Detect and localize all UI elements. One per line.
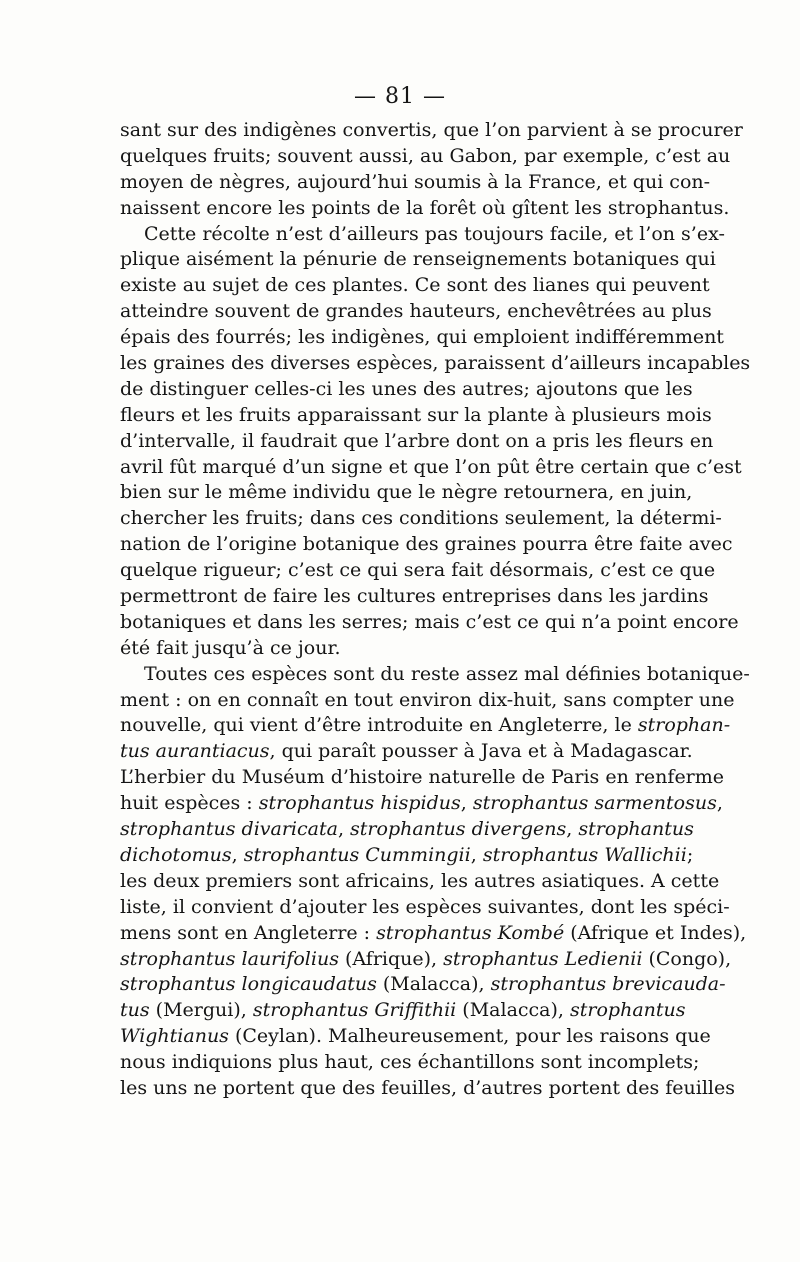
page-number: — 81 — [354, 84, 446, 109]
text-span: (Malacca), [456, 999, 571, 1022]
text-line: permettront de faire les cultures entreprises dans les jardins [120, 585, 709, 608]
text-span: , [231, 843, 244, 866]
text-line [120, 1024, 711, 1050]
text-line: atteindre souvent de grandes hauteurs, enchevêtrées au plus [120, 300, 712, 323]
text-line: plique aisément la pénurie de renseignements botaniques qui [120, 248, 716, 271]
text-span: (Ceylan). Malheureusement, pour les raisons que [228, 1025, 711, 1048]
italic-species-name: strophantus divaricata [120, 818, 338, 841]
italic-species-name: dichotomus [120, 843, 232, 866]
italic-species-name: strophantus laurifolius [120, 947, 339, 970]
italic-species-name: strophantus Kombé [376, 921, 565, 944]
italic-species-name: strophantus sarmentosus [472, 792, 717, 815]
text-span: , [460, 792, 473, 815]
text-line: quelques fruits; souvent aussi, au Gabon, par exemple, c’est au [120, 144, 731, 167]
text-span: mens sont en Angleterre : [120, 921, 377, 944]
text-line: L’herbier du Muséum d’histoire naturelle de Paris en renferme [120, 766, 725, 789]
text-span: , [470, 843, 483, 866]
text-line: naissent encore les points de la forêt où gîtent les strophantus. [120, 196, 730, 219]
text-line [120, 791, 723, 817]
text-line [120, 921, 747, 947]
text-span: huit espèces : [120, 792, 259, 815]
italic-species-name: strophantus [578, 818, 694, 841]
text-line: été fait jusqu’à ce jour. [120, 636, 341, 659]
text-line: liste, il convient d’ajouter les espèces suivantes, dont les spéci- [120, 895, 730, 918]
text-line: nation de l’origine botanique des graines pourra être faite avec [120, 533, 733, 556]
text-line: nous indiquions plus haut, ces échantillons sont incomplets; [120, 1051, 700, 1074]
text-span: (Congo), [642, 947, 732, 970]
italic-species-name: strophantus hispidus [258, 792, 461, 815]
text-line [120, 972, 726, 998]
text-line: botaniques et dans les serres; mais c’est ce qui n’a point encore [120, 610, 739, 633]
text-line: sant sur des indigènes convertis, que l’on parvient à se procurer [120, 119, 743, 141]
text-span: , [337, 818, 351, 841]
text-line [120, 843, 694, 869]
italic-species-name: strophantus divergens [350, 818, 567, 841]
italic-species-name: strophantus Ledienii [443, 947, 643, 970]
text-line [120, 739, 693, 765]
text-span: (Afrique), [338, 947, 444, 970]
text-span: (Afrique et Indes), [564, 921, 747, 944]
text-span: (Mergui), [149, 999, 253, 1022]
body-text [120, 118, 751, 1102]
italic-species-name: strophantus Griffithii [252, 999, 457, 1022]
text-line [120, 947, 732, 973]
text-span: , [566, 818, 579, 841]
text-span: , [716, 792, 723, 815]
text-line: les uns ne portent que des feuilles, d’autres portent des feuilles [120, 1076, 735, 1099]
text-line: de distinguer celles-ci les unes des autres; ajoutons que les [120, 377, 693, 400]
text-line: ment : on en connaît en tout environ dix-huit, sans compter une [120, 688, 735, 711]
text-line [120, 713, 731, 739]
text-line: chercher les fruits; dans ces conditions seulement, la détermi- [120, 507, 722, 530]
text-line: Cette récolte n’est d’ailleurs pas toujours facile, et l’on s’ex- [144, 222, 725, 245]
text-line: quelque rigueur; c’est ce qui sera fait désormais, c’est ce que [120, 559, 716, 582]
text-span: nouvelle, qui vient d’être introduite en Angleterre, le [120, 714, 638, 737]
italic-species-name: tus [120, 999, 150, 1022]
italic-species-name: strophan- [637, 714, 731, 737]
italic-species-name: strophantus Cummingii [243, 843, 471, 866]
text-line: avril fût marqué d’un signe et que l’on pût être certain que c’est [120, 455, 742, 478]
text-line: épais des fourrés; les indigènes, qui emploient indifféremment [120, 326, 724, 349]
text-line [120, 817, 694, 843]
text-line [120, 998, 686, 1024]
italic-species-name: tus aurantiacus [120, 740, 270, 763]
italic-species-name: strophantus longicaudatus [120, 973, 377, 996]
text-line: les graines des diverses espèces, paraissent d’ailleurs incapables [120, 352, 751, 375]
text-line: fleurs et les fruits apparaissant sur la plante à plusieurs mois [120, 403, 712, 426]
text-line: bien sur le même individu que le nègre retournera, en juin, [120, 481, 693, 504]
text-line: moyen de nègres, aujourd’hui soumis à la France, et qui con- [120, 170, 711, 193]
text-span: ; [686, 843, 694, 866]
italic-species-name: strophantus brevicauda- [490, 973, 726, 996]
italic-species-name: strophantus [570, 999, 686, 1022]
text-span: , qui paraît pousser à Java et à Madagascar. [269, 740, 693, 763]
text-line: d’intervalle, il faudrait que l’arbre dont on a pris les fleurs en [120, 429, 714, 452]
text-line: Toutes ces espèces sont du reste assez mal définies botanique- [144, 662, 750, 685]
text-span: (Malacca), [376, 973, 491, 996]
italic-species-name: Wightianus [120, 1025, 229, 1048]
italic-species-name: strophantus Wallichii [482, 843, 687, 866]
text-line: existe au sujet de ces plantes. Ce sont des lianes qui peuvent [120, 274, 710, 297]
text-line: les deux premiers sont africains, les autres asiatiques. A cette [120, 869, 720, 892]
